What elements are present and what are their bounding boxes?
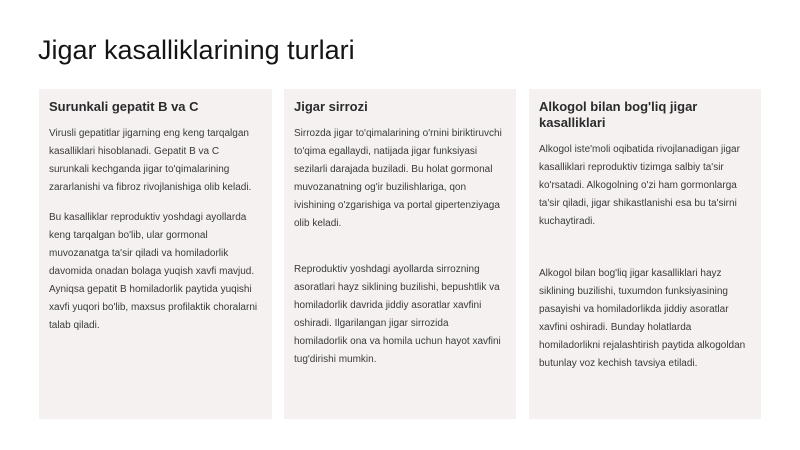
card-paragraph: Virusli gepatitlar jigarning eng keng tarqalgan kasalliklari hisoblanadi. Gepatit B va C surunkali kechganda jigar to'qimalarining zararlanishi va fibroz rivojlanishiga olib keladi. [49,128,252,193]
card-alcohol-liver-disease [529,89,761,419]
card-title: Alkogol bilan bog'liq jigar kasalliklari [539,99,698,130]
card-paragraph: Alkogol bilan bog'liq jigar kasalliklari hayz siklining buzilishi, tuxumdon funksiyasining pasayishi va homiladorlikda jiddiy asoratlar xavfini oshiradi. Bunday holatlarda homiladorlikni rejalashtirish paytida alkogoldan butunlay voz kechish tavsiya etiladi. [539,268,746,369]
card-title: Surunkali gepatit B va C [49,99,199,114]
card-cirrhosis [284,89,516,419]
card-paragraph: Bu kasalliklar reproduktiv yoshdagi ayollarda keng tarqalgan bo'lib, ular gormonal muvozanatga ta'sir qiladi va homiladorlik davomida onadan bolaga yuqish xavfi mavjud. Ayniqsa gepatit B homiladorlik paytida yuqishi xavfi yuqori bo'lib, maxsus profilaktik choralarni talab qiladi. [49,212,258,331]
card-paragraph: Alkogol iste'moli oqibatida rivojlanadigan jigar kasalliklari reproduktiv tizimga salbiy ta'sir ko'rsatadi. Alkogolning o'zi ham gormonlarga ta'sir qiladi, jigar shikastlanishi esa bu ta'sirni kuchaytiradi. [539,144,740,227]
card-paragraph: Sirrozda jigar to'qimalarining o'rnini biriktiruvchi to'qima egallaydi, natijada jigar funksiyasi sezilarli darajada buziladi. Bu holat gormonal muvozanatning og'ir buzilishlariga, qon ivishining o'zgarishiga va portal gipertenziyaga olib keladi. [294,128,502,229]
card-paragraph: Reproduktiv yoshdagi ayollarda sirrozning asoratlari hayz siklining buzilishi, bepushtlik va homiladorlik davrida jiddiy asoratlar xavfini oshiradi. Ilgarilangan jigar sirrozida homiladorlik ona va homila uchun hayot xavfini tug'dirishi mumkin. [294,264,501,365]
card-title: Jigar sirrozi [294,99,368,114]
slide-title: Jigar kasalliklarining turlari [38,35,355,65]
card-hepatitis [39,89,272,419]
